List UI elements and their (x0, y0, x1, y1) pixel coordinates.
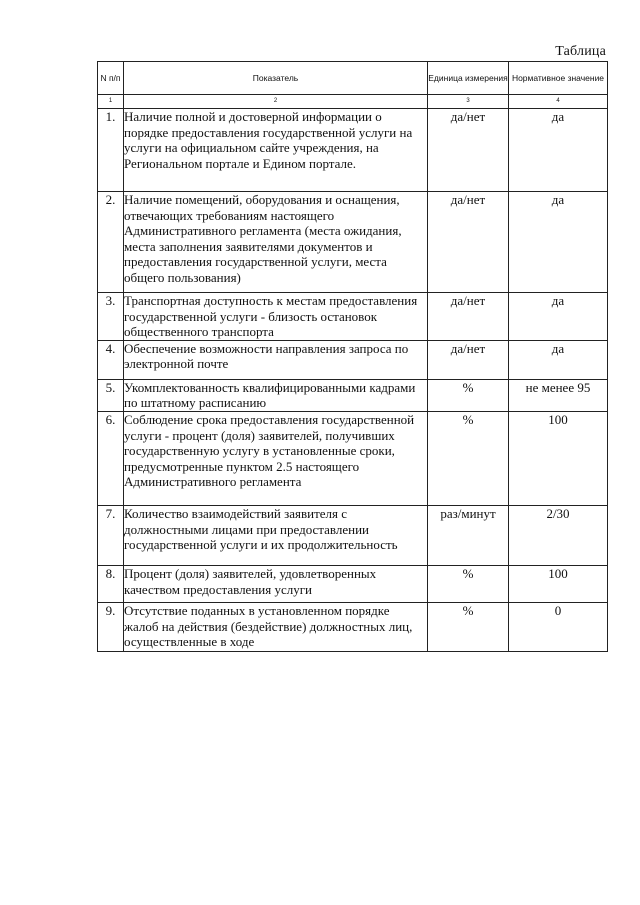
row-indicator: Укомплектованность квалифицированными кадрами по штатному расписанию (124, 379, 428, 411)
table-row (98, 340, 608, 379)
row-unit: да/нет (428, 109, 509, 192)
header-norm: Нормативное значение (509, 62, 608, 95)
row-unit: да/нет (428, 340, 509, 379)
table-row (98, 602, 608, 651)
row-unit: % (428, 602, 509, 651)
row-indicator: Соблюдение срока предоставления государственной услуги - процент (доля) заявителей, получивших государственную услугу в установленные сроки, предусмотренные пунктом 2.5 настоящего Административного регламента (124, 411, 428, 505)
row-norm: 100 (509, 565, 608, 602)
row-number: 9. (98, 602, 124, 651)
table-row (98, 293, 608, 341)
row-indicator: Обеспечение возможности направления запроса по электронной почте (124, 340, 428, 379)
row-norm: да (509, 192, 608, 293)
row-indicator: Транспортная доступность к местам предоставления государственной услуги - близость остановок общественного транспорта (124, 293, 428, 341)
row-unit: раз/минут (428, 505, 509, 565)
table-row (98, 192, 608, 293)
table-row (98, 565, 608, 602)
row-number: 5. (98, 379, 124, 411)
row-indicator: Наличие полной и достоверной информации о порядке предоставления государственной услуги на услуги на официальном сайте учреждения, на Региональном портале и Едином портале. (124, 109, 428, 192)
header-number: N п/п (98, 62, 124, 95)
table-row (98, 505, 608, 565)
row-number: 4. (98, 340, 124, 379)
row-number: 1. (98, 109, 124, 192)
column-number: 2 (124, 95, 428, 109)
row-unit: да/нет (428, 192, 509, 293)
column-number: 4 (509, 95, 608, 109)
row-norm: 100 (509, 411, 608, 505)
table-row (98, 379, 608, 411)
row-unit: да/нет (428, 293, 509, 341)
row-norm: 0 (509, 602, 608, 651)
row-number: 6. (98, 411, 124, 505)
row-indicator: Процент (доля) заявителей, удовлетворенных качеством предоставления услуги (124, 565, 428, 602)
row-norm: не менее 95 (509, 379, 608, 411)
table-header-row (98, 62, 608, 95)
row-indicator: Количество взаимодействий заявителя с должностными лицами при предоставлении государственной услуги и их продолжительность (124, 505, 428, 565)
header-indicator: Показатель (124, 62, 428, 95)
quality-indicators-table (97, 61, 608, 652)
table-caption: Таблица (555, 44, 606, 59)
row-unit: % (428, 565, 509, 602)
row-number: 7. (98, 505, 124, 565)
row-number: 3. (98, 293, 124, 341)
row-unit: % (428, 411, 509, 505)
column-number: 1 (98, 95, 124, 109)
row-number: 8. (98, 565, 124, 602)
column-number: 3 (428, 95, 509, 109)
row-norm: да (509, 340, 608, 379)
row-indicator: Наличие помещений, оборудования и оснащения, отвечающих требованиям настоящего Административного регламента (места ожидания, места заполнения заявителями документов и предоставления государственной услуги, места общего пользования) (124, 192, 428, 293)
row-indicator: Отсутствие поданных в установленном порядке жалоб на действия (бездействие) должностных лиц, осуществленные в ходе (124, 602, 428, 651)
table-row (98, 411, 608, 505)
row-norm: да (509, 293, 608, 341)
row-norm: 2/30 (509, 505, 608, 565)
row-number: 2. (98, 192, 124, 293)
row-unit: % (428, 379, 509, 411)
column-numbers-row (98, 95, 608, 109)
header-unit: Единица измерения (428, 62, 509, 95)
row-norm: да (509, 109, 608, 192)
table-row (98, 109, 608, 192)
